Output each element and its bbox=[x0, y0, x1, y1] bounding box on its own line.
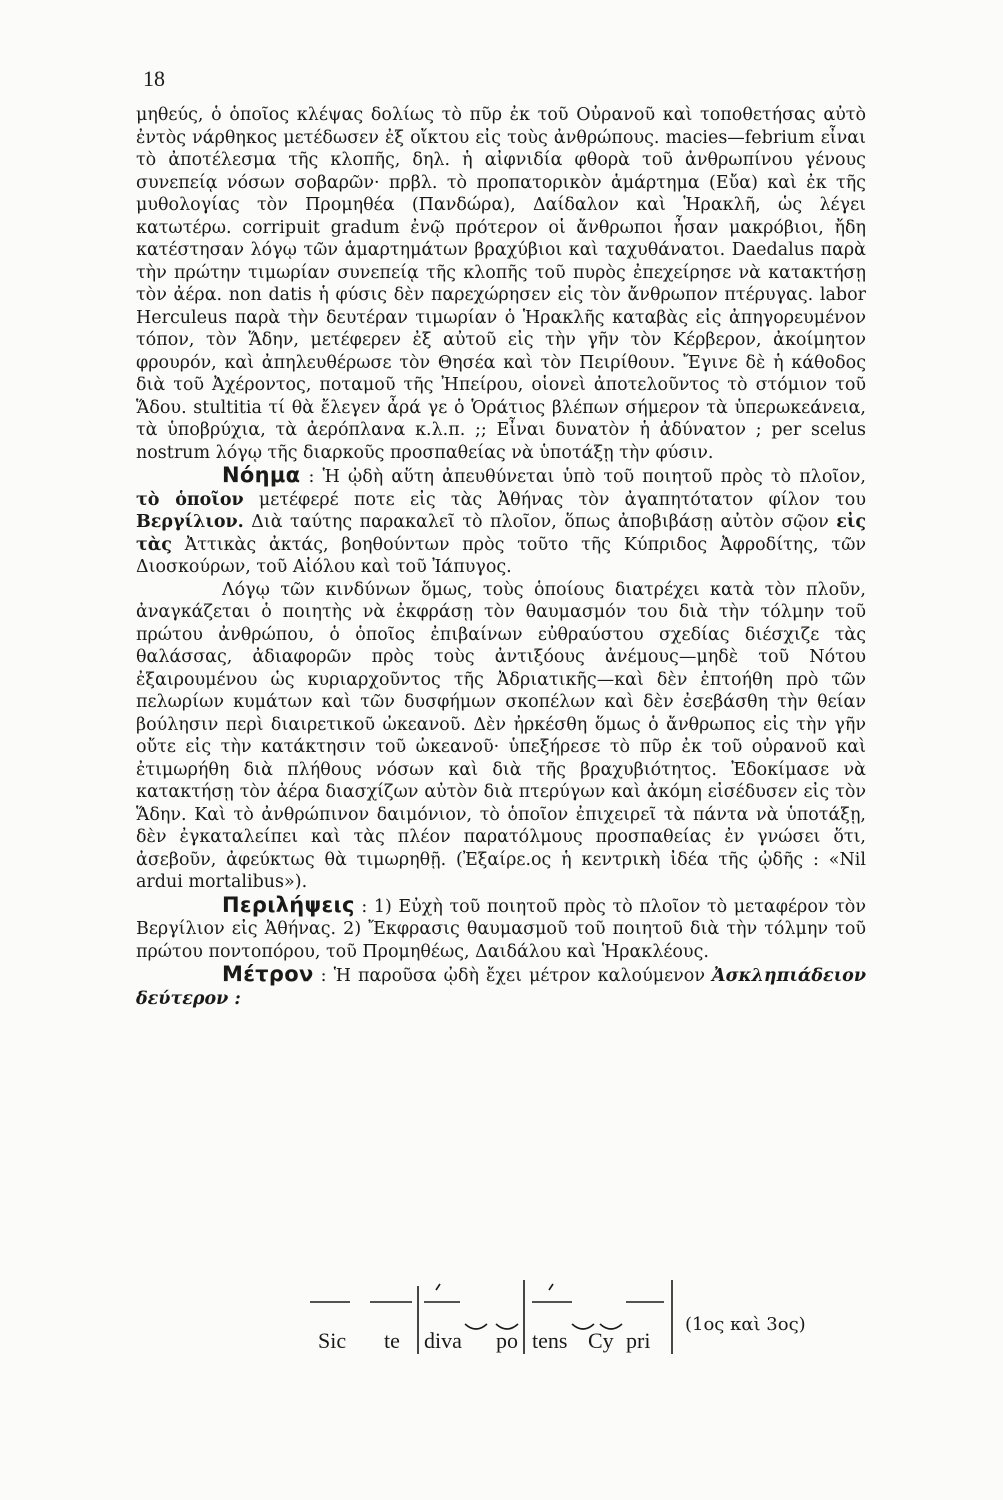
noima-paragraph bbox=[136, 464, 866, 579]
syllable: po bbox=[496, 1328, 518, 1353]
noima-text-g: Ἀττικὰς ἀκτάς, βοηθούντων πρὸς τοῦτο τῆς Κύπριδος Ἀφροδίτης, τῶν Διοσκούρων, τοῦ Αἰόλου καὶ τοῦ Ἰάπυγος. bbox=[136, 534, 866, 577]
syllable: Sic bbox=[318, 1328, 347, 1353]
syllable: Cy bbox=[588, 1328, 614, 1353]
text-body bbox=[136, 104, 866, 1010]
noima-sep: : bbox=[308, 467, 315, 487]
perilipseis-text: 1) Εὐχὴ τοῦ ποιητοῦ πρὸς τὸ πλοῖον τὸ μεταφέρον τὸν Βεργίλιον εἰς Ἀθήνας. 2) Ἔκφρασις θαυμασμοῦ τοῦ ποιητοῦ διὰ τὴν τόλμην τοῦ πρώτου ποντοπόρου, τοῦ Προμηθέως, Δαιδάλου καὶ Ἡρακλέους. bbox=[136, 896, 866, 962]
metron-label: Μέτρον bbox=[222, 962, 314, 986]
noima-label: Νόημα bbox=[222, 463, 301, 487]
accent-mark bbox=[549, 1284, 553, 1290]
syllable: diva bbox=[424, 1328, 462, 1353]
syllable: tens bbox=[532, 1328, 568, 1353]
commentary-paragraph: μηθεύς, ὁ ὁποῖος κλέψας δολίως τὸ πῦρ ἐκ τοῦ Οὐρανοῦ καὶ τοποθετήσας αὐτὸ ἐντὸς νάρθηκος μετέδωσεν ἐξ οἴκτου εἰς τοὺς ἀνθρώπους. macies—febrium εἶναι τὸ ἀποτέλεσμα τῆς κλοπῆς, δηλ. ἡ αἰφνιδία φθορὰ τοῦ ἀνθρωπίνου γένους συνεπείᾳ νόσων σοβαρῶν· πρβλ. τὸ προπατορικὸν ἁμάρτημα (Εὔα) καὶ ἐκ τῆς μυθολογίας τὸν Προμηθέα (Πανδώρα), Δαίδαλον καὶ Ἡρακλῆ, ὡς λέγει κατωτέρω. corripuit gradum ἐνῷ πρότερον οἱ ἄνθρωποι ἦσαν μακρόβιοι, ἤδη κατέστησαν λόγῳ τῶν ἁμαρτημάτων βραχύβιοι καὶ ταχυθάνατοι. Daedalus παρὰ τὴν πρώτην τιμωρίαν συνεπείᾳ τῆς κλοπῆς τοῦ πυρὸς ἐπεχείρησε νὰ κατακτήσῃ τὸν ἀέρα. non datis ἡ φύσις δὲν παρεχώρησεν εἰς τὸν ἄνθρωπον πτέρυγας. labor Herculeus παρὰ τὴν δευτέραν τιμωρίαν ὁ Ἡρακλῆς καταβὰς εἰς ἀπηγορευμένον τόπον, τὸν Ἅδην, μετέφερεν ἐξ αὐτοῦ εἰς τὴν γῆν τὸν Κέρβερον, ἀκοίμητον φρουρόν, καὶ ἀπηλευθέρωσε τὸν Θησέα καὶ τὸν Πειρίθουν. Ἔγινε δὲ ἡ κάθοδος διὰ τοῦ Ἀχέροντος, ποταμοῦ τῆς Ἠπείρου, οἱονεὶ ἀποτελοῦντος τὸ στόμιον τοῦ Ἅδου. stultitia τί θὰ ἔλεγεν ἆρά γε ὁ Ὁράτιος βλέπων σήμερον τὰ ὑπερωκεάνεια, τὰ ὑποβρύχια, τὰ ἀερόπλανα κ.λ.π. ;; Εἶναι δυνατὸν ἡ ἀδύνατον ; per scelus nostrum λόγῳ τῆς διαρκοῦς προσπαθείας νὰ ὑποτάξῃ τὴν φύσιν. bbox=[136, 105, 866, 463]
perilipseis-paragraph bbox=[136, 894, 866, 964]
noima-text-d: Βεργίλιον. bbox=[136, 512, 244, 532]
noima-text-f: εἰς τὰς bbox=[136, 512, 866, 555]
metron-paragraph bbox=[136, 963, 866, 1010]
syllable: te bbox=[384, 1328, 400, 1353]
metre-note: (1ος καὶ 3ος) bbox=[685, 1314, 806, 1335]
perilipseis-label: Περιλήψεις bbox=[222, 892, 355, 917]
accent-mark bbox=[436, 1284, 440, 1290]
scansion-marks bbox=[300, 1280, 900, 1370]
metron-name: Ἀσκληπιάδειον δεύτερον : bbox=[136, 966, 866, 1009]
syllable: pri bbox=[626, 1328, 651, 1353]
perilipseis-sep: : bbox=[361, 896, 368, 917]
noima-text-b: τὸ ὁποῖον bbox=[136, 489, 244, 510]
metron-sep: : bbox=[320, 966, 327, 986]
noima-text-a: Ἡ ᾠδὴ αὕτη ἀπευθύνεται ὑπὸ τοῦ ποιητοῦ πρὸς τὸ πλοῖον, bbox=[322, 467, 866, 487]
noima-text-e: Διὰ ταύτης παρακαλεῖ τὸ πλοῖον, ὅπως ἀποβιβάσῃ αὐτὸν σῷον bbox=[251, 512, 829, 532]
metron-text: Ἡ παροῦσα ᾠδὴ ἔχει μέτρον καλούμενον bbox=[333, 966, 705, 986]
page-number: 18 bbox=[143, 66, 165, 91]
noima-paragraph-2: Λόγῳ τῶν κινδύνων ὅμως, τοὺς ὁποίους διατρέχει κατὰ τὸν πλοῦν, ἀναγκάζεται ὁ ποιητὴς νὰ ἐκφράσῃ τὸν θαυμασμόν του διὰ τὴν τόλμην τοῦ πρώτου ἀνθρώπου, ὁ ὁποῖος ἐπιβαίνων εὐθραύστου σχεδίας διέσχιζε τὰς θαλάσσας, ἀδιαφορῶν πρὸς τοὺς ἀντιξόους ἀνέμους—μηδὲ τοῦ Νότου ἐξαιρουμένου ὡς κυριαρχοῦντος τῆς Ἀδριατικῆς—καὶ δὲν ἐπτοήθη πρὸ τῶν πελωρίων κυμάτων καὶ τῶν δυσφήμων σκοπέλων καὶ δὲν ἐσεβάσθη τὴν θείαν βούλησιν περὶ διαιρετικοῦ ὠκεανοῦ. Δὲν ἠρκέσθη ὅμως ὁ ἄνθρωπος εἰς τὴν γῆν οὔτε εἰς τὴν κατάκτησιν τοῦ ὠκεανοῦ· ὑπεξήρεσε τὸ πῦρ ἐκ τοῦ οὐρανοῦ καὶ ἐτιμωρήθη διὰ πλήθους νόσων καὶ διὰ τῆς βραχυβιότητος. Ἐδοκίμασε νὰ κατακτήσῃ τὸν ἀέρα διασχίζων αὐτὸν διὰ πτερύγων καὶ ἀκόμη εἰσέδυσεν εἰς τὸν Ἅδην. Καὶ τὸ ἀνθρώπινον δαιμόνιον, τὸ ὁποῖον ἐπιχειρεῖ τὰ πάντα νὰ ὑποτάξῃ, δὲν ἐγκαταλείπει καὶ τὰς πλέον παρατόλμους προσπαθείας ἐν γνώσει ὅτι, ἀσεβοῦν, ἀφεύκτως θὰ τιμωρηθῇ. (Ἐξαίρε.ος ἡ κεντρικὴ ἰδέα τῆς ᾠδῆς : «Nil ardui mortalibus»). bbox=[136, 579, 866, 892]
scansion-scheme bbox=[300, 1280, 900, 1370]
short-mark bbox=[465, 1324, 487, 1329]
noima-text-c: μετέφερέ ποτε εἰς τὰς Ἀθήνας τὸν ἀγαπητότατον φίλον του bbox=[258, 489, 866, 510]
